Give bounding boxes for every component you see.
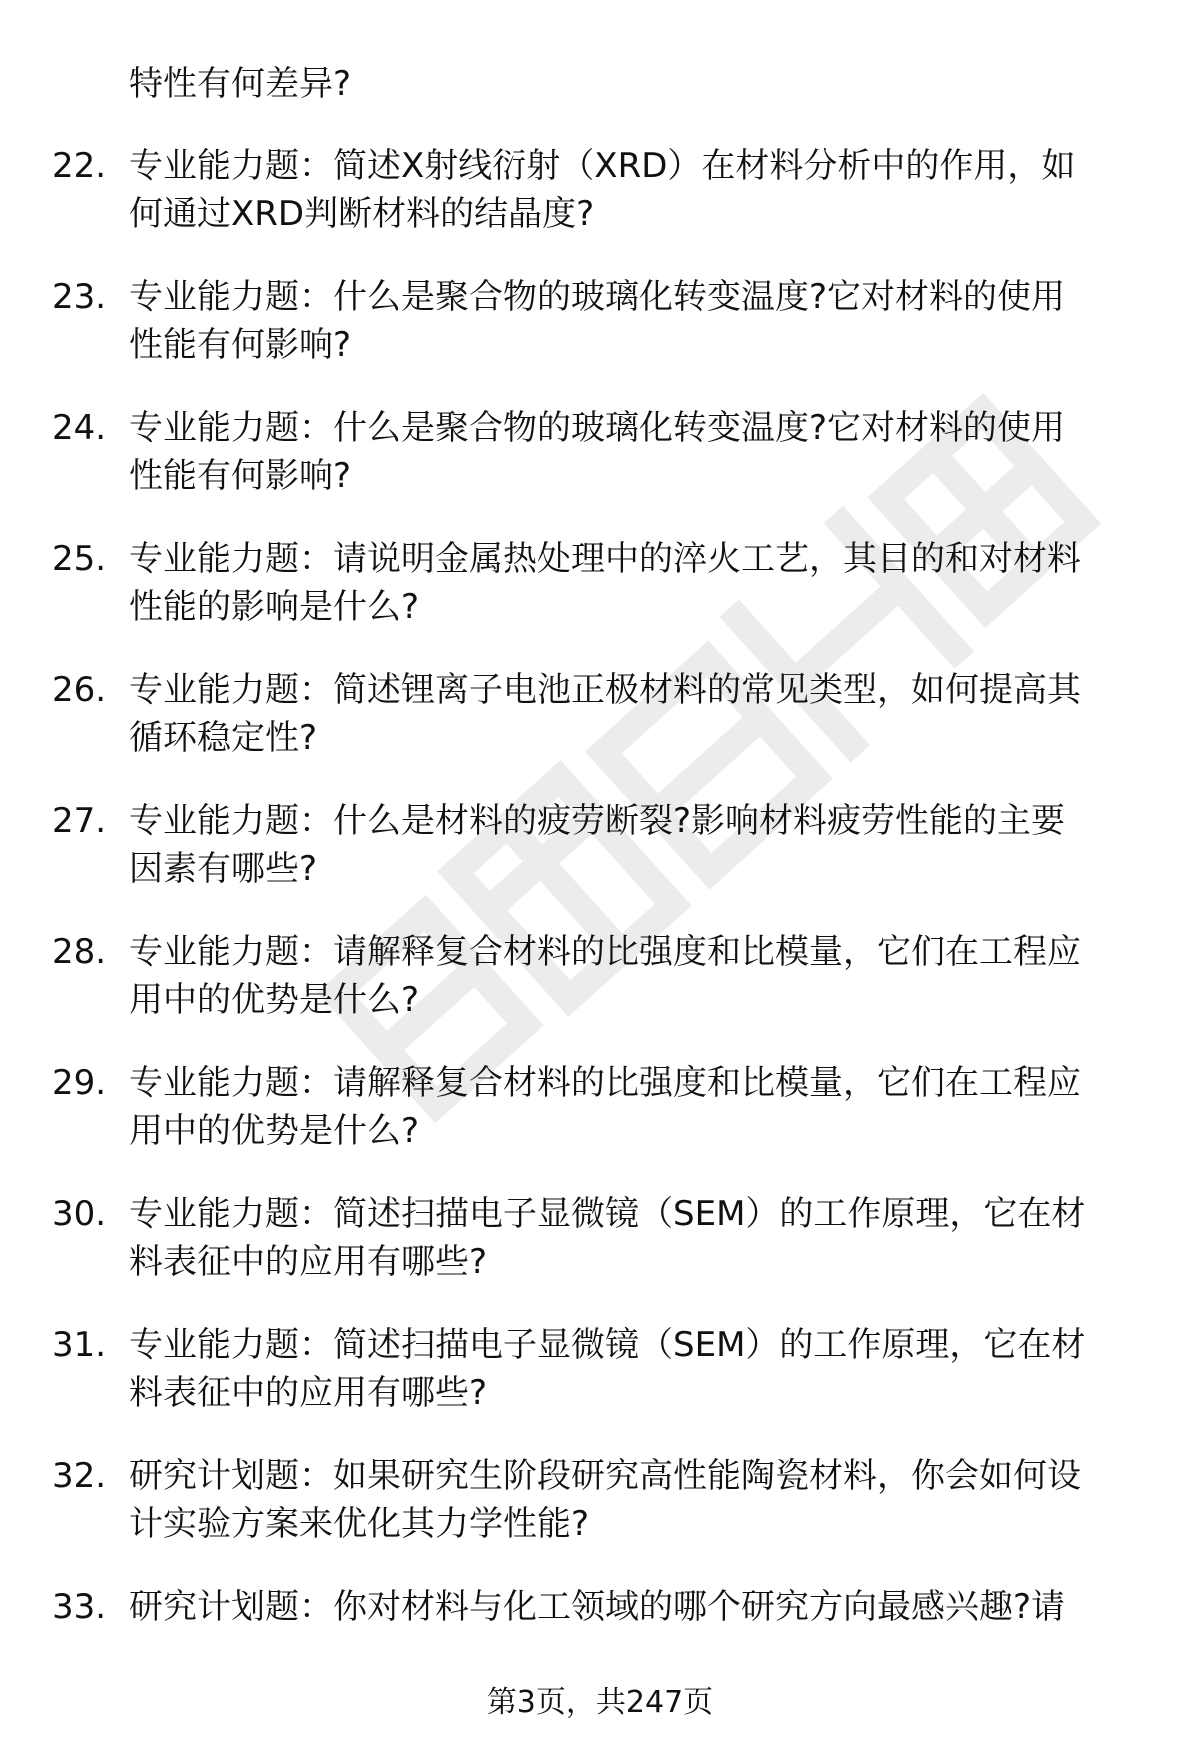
question-number: 24. (52, 408, 107, 448)
question-item (0, 535, 1200, 666)
question-text-line: 专业能力题：请解释复合材料的比强度和比模量，它们在工程应 (129, 932, 1081, 972)
question-text-line: 计实验方案来优化其力学性能? (129, 1504, 590, 1544)
question-number: 27. (52, 801, 107, 841)
question-text-line: 研究计划题：如果研究生阶段研究高性能陶瓷材料，你会如何设 (129, 1456, 1081, 1496)
question-number: 29. (52, 1063, 107, 1103)
question-text-line: 专业能力题：什么是材料的疲劳断裂?影响材料疲劳性能的主要 (129, 801, 1066, 841)
question-text-line: 专业能力题：请解释复合材料的比强度和比模量，它们在工程应 (129, 1063, 1081, 1103)
question-number: 28. (52, 932, 107, 972)
question-text-line: 专业能力题：简述扫描电子显微镜（SEM）的工作原理，它在材 (129, 1325, 1086, 1365)
question-number: 33. (52, 1587, 107, 1627)
question-text-line: 性能有何影响? (129, 456, 352, 496)
question-item (0, 1059, 1200, 1190)
question-number: 31. (52, 1325, 107, 1365)
question-number: 26. (52, 670, 107, 710)
page-footer: 第3页，共247页 (486, 1685, 714, 1720)
question-number: 23. (52, 277, 107, 317)
question-text-line: 料表征中的应用有哪些? (129, 1373, 488, 1413)
question-text-line: 料表征中的应用有哪些? (129, 1242, 488, 1282)
question-item (0, 273, 1200, 404)
question-item (0, 1452, 1200, 1583)
question-text-line: 性能有何影响? (129, 325, 352, 365)
question-item (0, 1321, 1200, 1452)
question-list (0, 142, 1200, 1714)
question-item (0, 797, 1200, 928)
question-text-line: 循环稳定性? (129, 718, 318, 758)
question-item (0, 928, 1200, 1059)
question-text-line: 专业能力题：简述X射线衍射（XRD）在材料分析中的作用，如 (129, 146, 1076, 186)
question-text-line: 用中的优势是什么? (129, 1111, 420, 1151)
question-item (0, 142, 1200, 273)
continued-question-text: 特性有何差异? (129, 64, 352, 104)
question-text-line: 专业能力题：什么是聚合物的玻璃化转变温度?它对材料的使用 (129, 277, 1066, 317)
question-number: 32. (52, 1456, 107, 1496)
question-text-line: 用中的优势是什么? (129, 980, 420, 1020)
question-number: 25. (52, 539, 107, 579)
question-item (0, 404, 1200, 535)
question-text-line: 因素有哪些? (129, 849, 318, 889)
question-text-line: 专业能力题：简述扫描电子显微镜（SEM）的工作原理，它在材 (129, 1194, 1086, 1234)
question-item (0, 666, 1200, 797)
question-text-line: 专业能力题：请说明金属热处理中的淬火工艺，其目的和对材料 (129, 539, 1081, 579)
question-text-line: 研究计划题：你对材料与化工领域的哪个研究方向最感兴趣?请 (129, 1587, 1066, 1627)
question-item (0, 1190, 1200, 1321)
question-text-line: 专业能力题：简述锂离子电池正极材料的常见类型，如何提高其 (129, 670, 1081, 710)
question-text-line: 何通过XRD判断材料的结晶度? (129, 194, 595, 234)
question-text-line: 性能的影响是什么? (129, 587, 420, 627)
question-text-line: 专业能力题：什么是聚合物的玻璃化转变温度?它对材料的使用 (129, 408, 1066, 448)
question-number: 22. (52, 146, 107, 186)
question-number: 30. (52, 1194, 107, 1234)
